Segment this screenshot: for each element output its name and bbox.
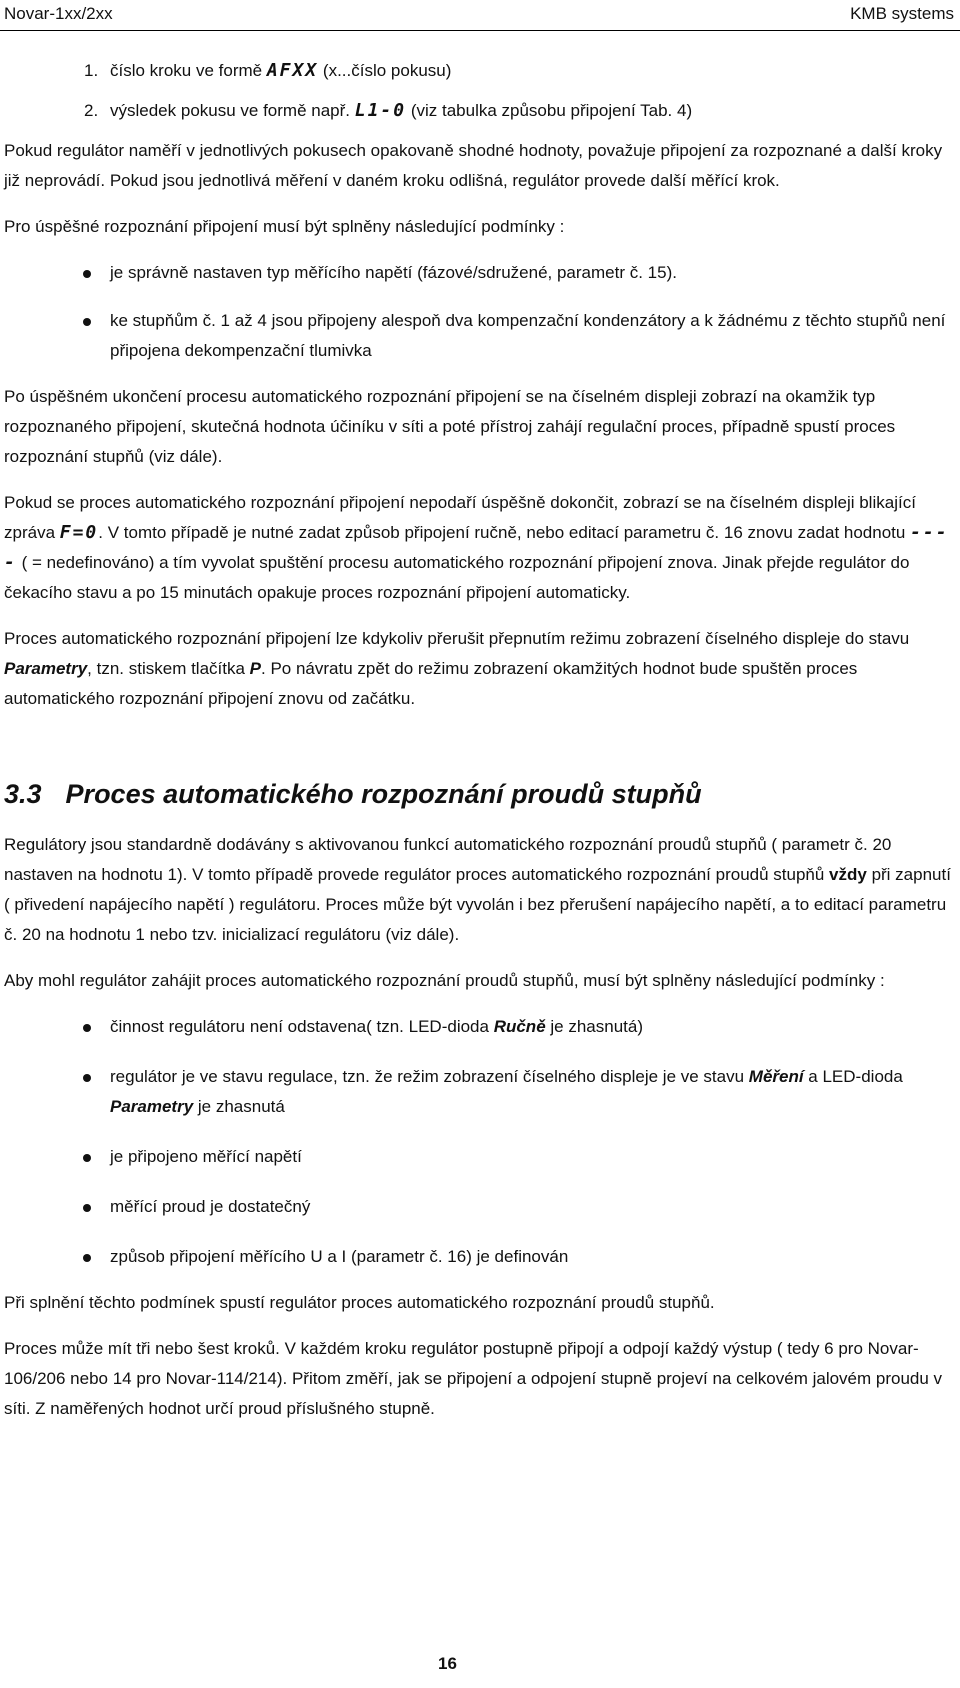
emphasis: vždy <box>829 865 867 884</box>
text-run: , tzn. stiskem tlačítka <box>87 659 250 678</box>
condition-list <box>4 1012 954 1272</box>
step-text <box>110 56 451 86</box>
step-text-post: (viz tabulka způsobu připojení Tab. 4) <box>406 101 693 120</box>
condition-item: je správně nastaven typ měřícího napětí (fázové/sdružené, parametr č. 15). <box>4 258 954 288</box>
condition-item: je připojeno měřící napětí <box>4 1142 954 1172</box>
paragraph: Při splnění těchto podmínek spustí regulátor proces automatického rozpoznání proudů stupňů. <box>4 1293 715 1312</box>
text-run: regulátor je ve stavu regulace, tzn. že režim zobrazení číselného displeje je ve stavu <box>110 1067 749 1086</box>
header-right: KMB systems <box>850 4 954 23</box>
text-run: Proces automatického rozpoznání připojení lze kdykoliv přerušit přepnutím režimu zobrazení číselného displeje do stavu <box>4 629 910 648</box>
emphasis: Měření <box>748 1067 804 1086</box>
header-left: Novar-1xx/2xx <box>4 4 113 23</box>
display-code: F=0 <box>59 522 99 543</box>
section-number: 3.3 <box>4 779 42 809</box>
text-run: ( = nedefinováno) a tím vyvolat spuštění procesu automatického rozpoznání připojení znova. Jinak přejde regulátor do čekacího stavu a po 15 minutách opakuje proces rozpoznání připojení automaticky. <box>4 553 910 602</box>
text-run: při zapnutí ( přivedení napájecího napětí ) regulátoru. Proces může být vyvolán i bez přerušení napájecího napětí, a to editací parametru č. 20 na hodnotu 1 nebo tzv. inicializací regulátoru (viz dále). <box>4 865 951 944</box>
step-number: 2. <box>84 101 99 120</box>
condition-item: ke stupňům č. 1 až 4 jsou připojeny alespoň dva kompenzační kondenzátory a k žádnému z těchto stupňů není připojena dekompenzační tlumivka <box>4 306 954 366</box>
condition-list <box>4 258 954 366</box>
text-run: Regulátory jsou standardně dodávány s aktivovanou funkcí automatického rozpoznání proudů stupňů ( parametr č. 20 nastaven na hodnotu 1). V tomto případě provede regulátor proces automatického rozpoznání proudů stupňů <box>4 835 892 884</box>
emphasis: Parametry <box>110 1097 194 1116</box>
section-heading <box>4 774 954 814</box>
step-list <box>4 56 954 126</box>
display-code: L1-0 <box>354 100 407 121</box>
paragraph: Pokud regulátor naměří v jednotlivých pokusech opakovaně shodné hodnoty, považuje připojení za rozpoznané a další kroky již neprovádí. Pokud jsou jednotlivá měření v daném kroku odlišná, regulátor provede další měřící krok. <box>4 141 943 190</box>
text-run: . Po návratu zpět do režimu zobrazení okamžitých hodnot bude spuštěn proces automatického rozpoznání připojení znovu od začátku. <box>4 659 858 708</box>
header-divider <box>0 30 960 31</box>
paragraph <box>4 624 954 714</box>
paragraph <box>4 488 954 608</box>
text-run: je zhasnutá <box>193 1097 285 1116</box>
step-text-post: (x...číslo pokusu) <box>318 61 452 80</box>
step-item <box>84 56 954 86</box>
emphasis: Ručně <box>493 1017 546 1036</box>
emphasis: Parametry <box>4 659 88 678</box>
text-run: Pokud se proces automatického rozpoznání připojení nepodaří úspěšně dokončit, zobrazí se na číselném displeji blikající zpráva <box>4 493 916 542</box>
paragraph <box>4 830 954 950</box>
condition-item <box>4 1012 954 1042</box>
text-run: je zhasnutá) <box>545 1017 643 1036</box>
text-run: . V tomto případě je nutné zadat způsob připojení ručně, nebo editací parametru č. 16 znovu zadat hodnotu <box>98 523 911 542</box>
step-number: 1. <box>84 61 99 80</box>
text-run: a LED-dioda <box>803 1067 903 1086</box>
paragraph: Pro úspěšné rozpoznání připojení musí být splněny následující podmínky : <box>4 217 565 236</box>
step-text-pre: číslo kroku ve formě <box>110 61 267 80</box>
page-number: 16 <box>438 1654 457 1673</box>
emphasis: P <box>249 659 262 678</box>
text-run: činnost regulátoru není odstavena( tzn. LED-dioda <box>110 1017 494 1036</box>
display-code: AFXX <box>266 60 319 81</box>
step-text-pre: výsledek pokusu ve formě např. <box>110 101 355 120</box>
paragraph: Aby mohl regulátor zahájit proces automatického rozpoznání proudů stupňů, musí být splněny následující podmínky : <box>4 971 885 990</box>
step-item <box>84 96 954 126</box>
paragraph: Po úspěšném ukončení procesu automatického rozpoznání připojení se na číselném displeji zobrazí na okamžik typ rozpoznaného připojení, skutečná hodnota účiníku v síti a poté přístroj zahájí regulační proces, případně spustí proces rozpoznání stupňů (viz dále). <box>4 387 896 466</box>
paragraph: Proces může mít tři nebo šest kroků. V každém kroku regulátor postupně připojí a odpojí každý výstup ( tedy 6 pro Novar-106/206 nebo 14 pro Novar-114/214). Přitom změří, jak se připojení a odpojení stupně projeví na celkovém jalovém proudu v síti. Z naměřených hodnot určí proud příslušného stupně. <box>4 1339 943 1418</box>
display-code: ---- <box>4 522 949 573</box>
step-text <box>110 96 692 126</box>
condition-item: měřící proud je dostatečný <box>4 1192 954 1222</box>
condition-item <box>4 1062 954 1122</box>
condition-item: způsob připojení měřícího U a I (parametr č. 16) je definován <box>4 1242 954 1272</box>
section-title: Proces automatického rozpoznání proudů stupňů <box>65 779 702 809</box>
page-content <box>4 56 954 1424</box>
